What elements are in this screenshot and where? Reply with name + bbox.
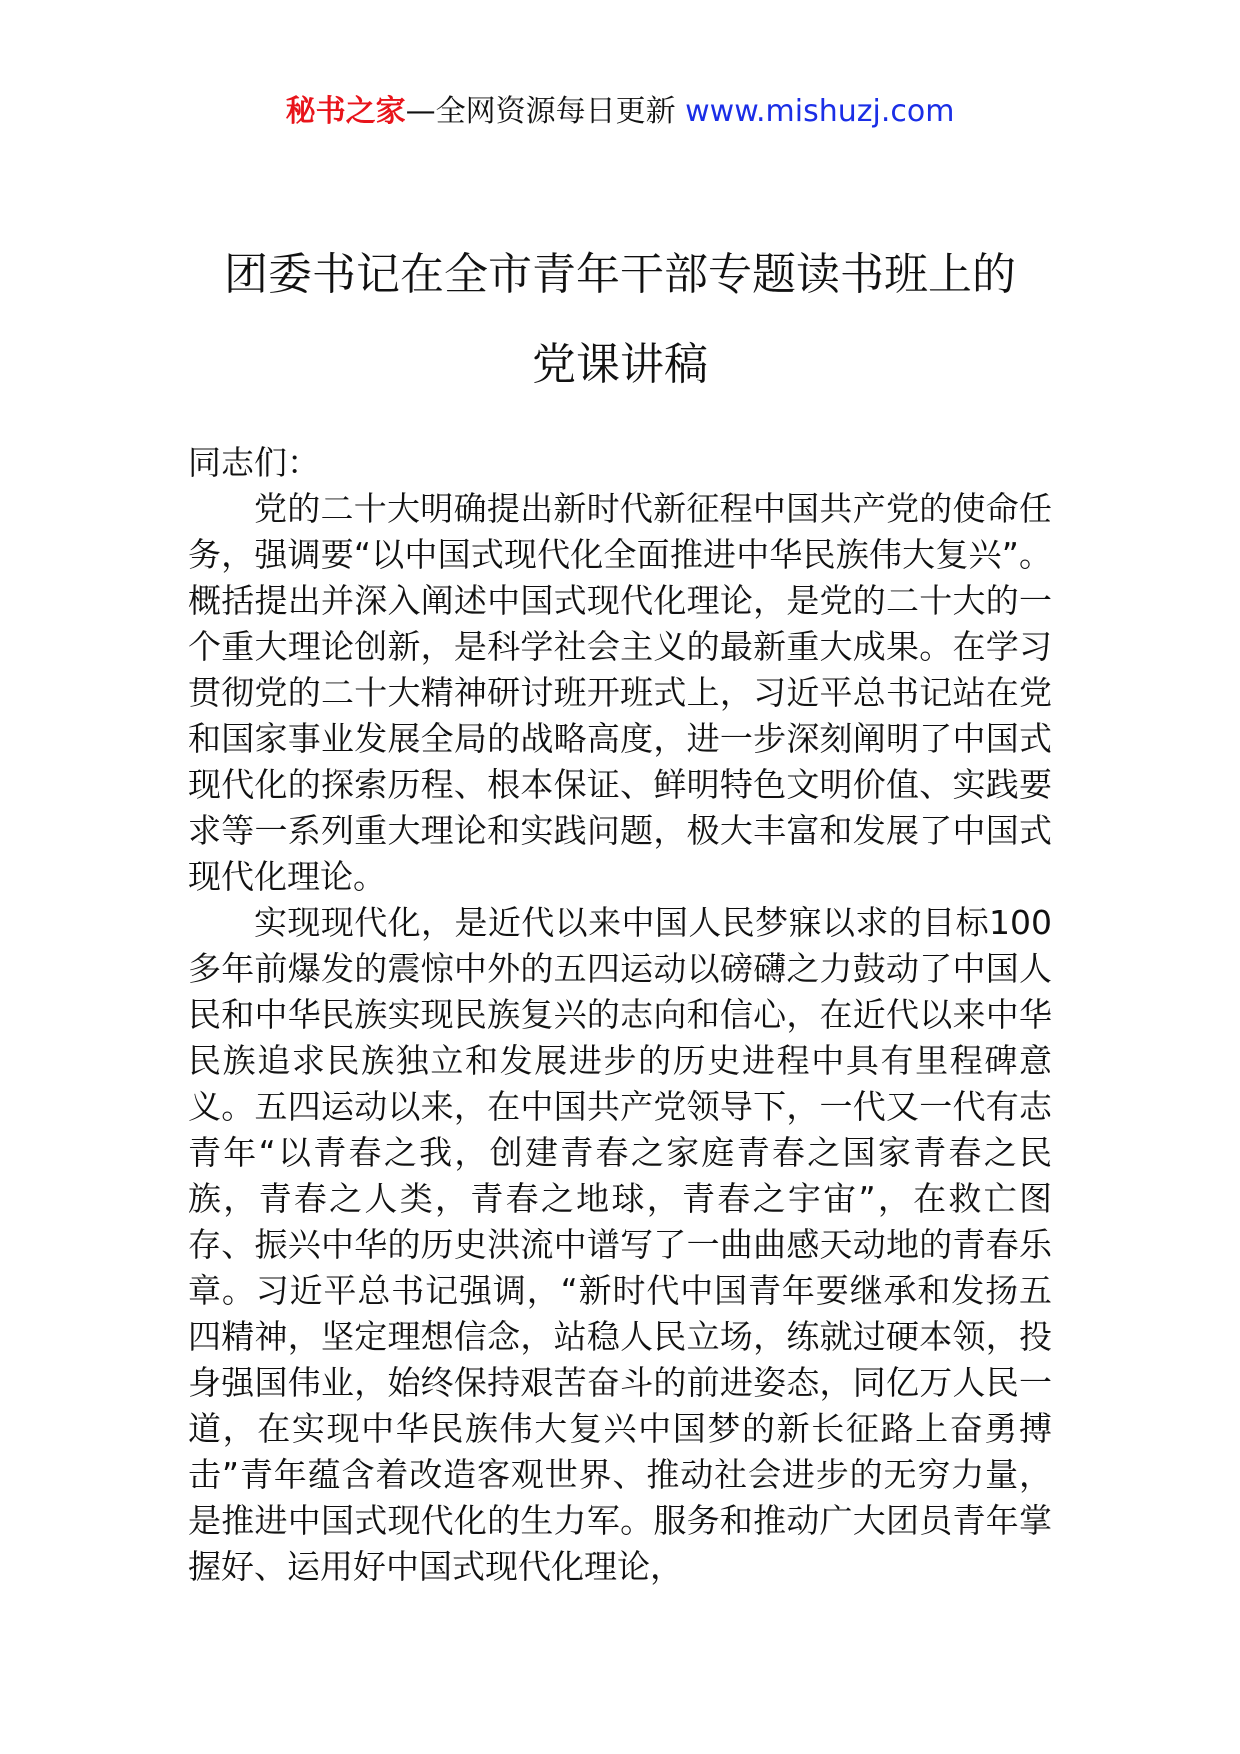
site-url-link[interactable]: www.mishuzj.com [685,94,955,129]
title-line-2: 党课讲稿 [532,339,708,390]
document-body [188,440,1052,1590]
site-header [0,92,1240,132]
header-slogan: —全网资源每日更新 [405,94,686,129]
paragraph-1: 党的二十大明确提出新时代新征程中国共产党的使命任务，强调要“以中国式现代化全面推进中华民族伟大复兴”。概括提出并深入阐述中国式现代化理论，是党的二十大的一个重大理论创新，是科学社会主义的最新重大成果。在学习贯彻党的二十大精神研讨班开班式上，习近平总书记站在党和国家事业发展全局的战略高度，进一步深刻阐明了中国式现代化的探索历程、根本保证、鲜明特色文明价值、实践要求等一系列重大理论和实践问题，极大丰富和发展了中国式现代化理论。 [188,489,1052,896]
title-line-1: 团委书记在全市青年干部专题读书班上的 [224,249,1016,300]
salutation: 同志们： [188,443,320,482]
document-title [0,230,1240,410]
brand-name: 秘书之家 [285,94,406,129]
paragraph-2: 实现现代化，是近代以来中国人民梦寐以求的目标100多年前爆发的震惊中外的五四运动以磅礴之力鼓动了中国人民和中华民族实现民族复兴的志向和信心，在近代以来中华民族追求民族独立和发展进步的历史进程中具有里程碑意义。五四运动以来，在中国共产党领导下，一代又一代有志青年“以青春之我，创建青春之家庭青春之国家青春之民族，青春之人类，青春之地球，青春之宇宙”，在救亡图存、振兴中华的历史洪流中谱写了一曲曲感天动地的青春乐章。习近平总书记强调，“新时代中国青年要继承和发扬五四精神，坚定理想信念，站稳人民立场，练就过硬本领，投身强国伟业，始终保持艰苦奋斗的前进姿态，同亿万人民一道，在实现中华民族伟大复兴中国梦的新长征路上奋勇搏击”青年蕴含着改造客观世界、推动社会进步的无穷力量，是推进中国式现代化的生力军。服务和推动广大团员青年掌握好、运用好中国式现代化理论， [188,903,1052,1586]
